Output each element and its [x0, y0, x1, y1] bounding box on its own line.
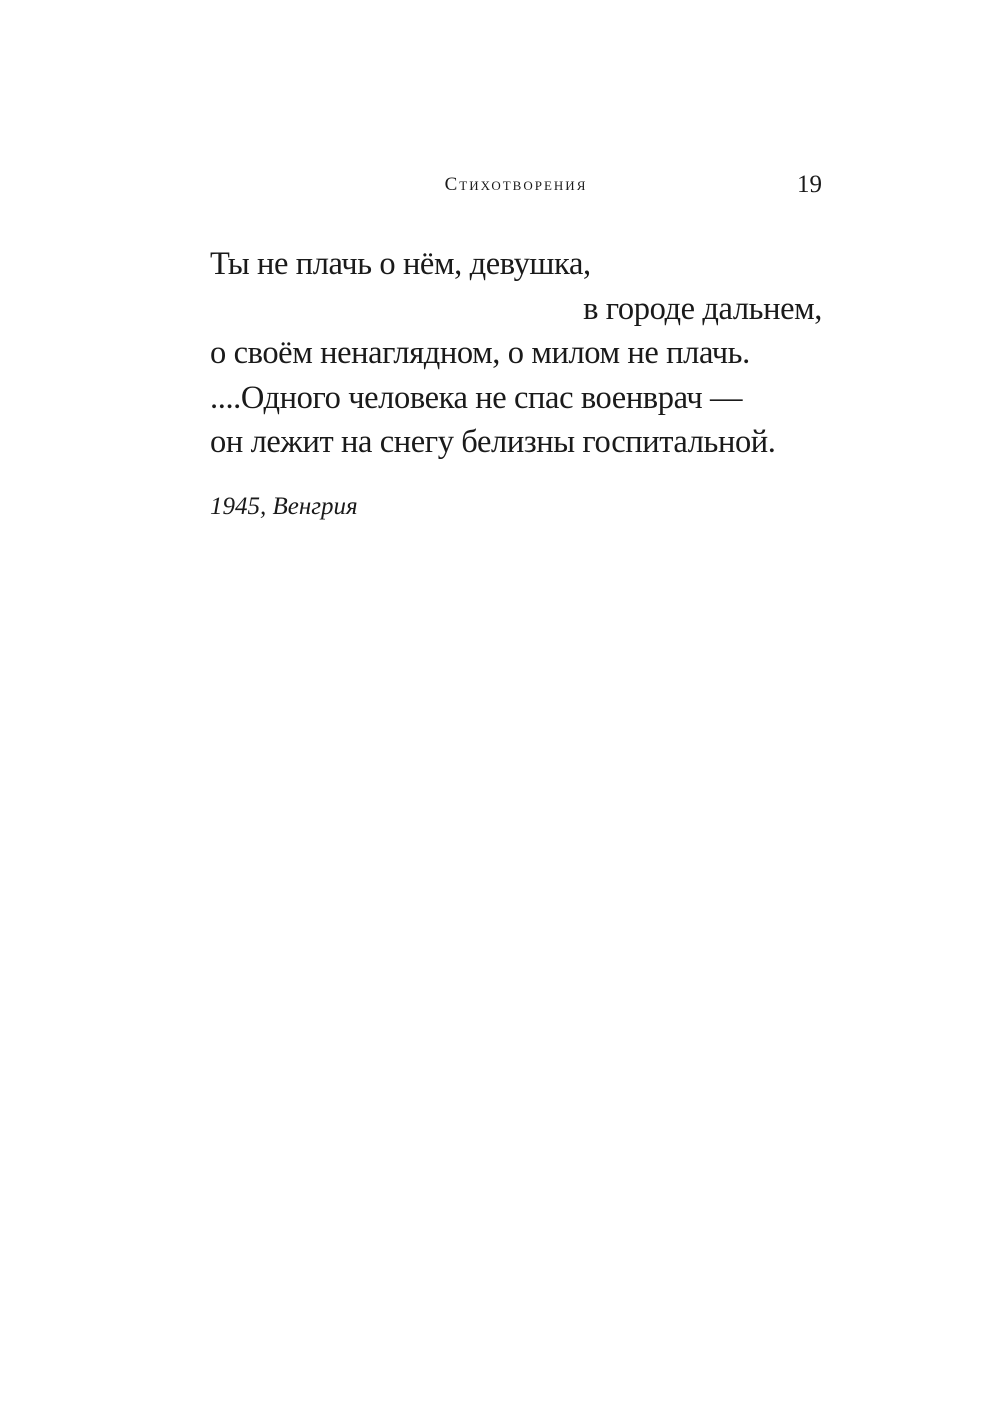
poem-stanza [210, 242, 822, 465]
page-number: 19 [797, 171, 822, 198]
poem-line: о своём ненаглядном, о милом не плачь. [210, 335, 750, 371]
poem-line: Ты не плачь о нём, девушка, [210, 246, 591, 282]
running-title: Стихотворения [444, 174, 588, 195]
poem-line: ....Одного человека не спас военврач — [210, 379, 743, 416]
running-head [210, 168, 822, 202]
poem-line: в городе дальнем, [583, 290, 822, 327]
poem-line: он лежит на снегу белизны госпитальной. [210, 424, 776, 460]
poem-dateline: 1945, Венгрия [210, 493, 358, 520]
